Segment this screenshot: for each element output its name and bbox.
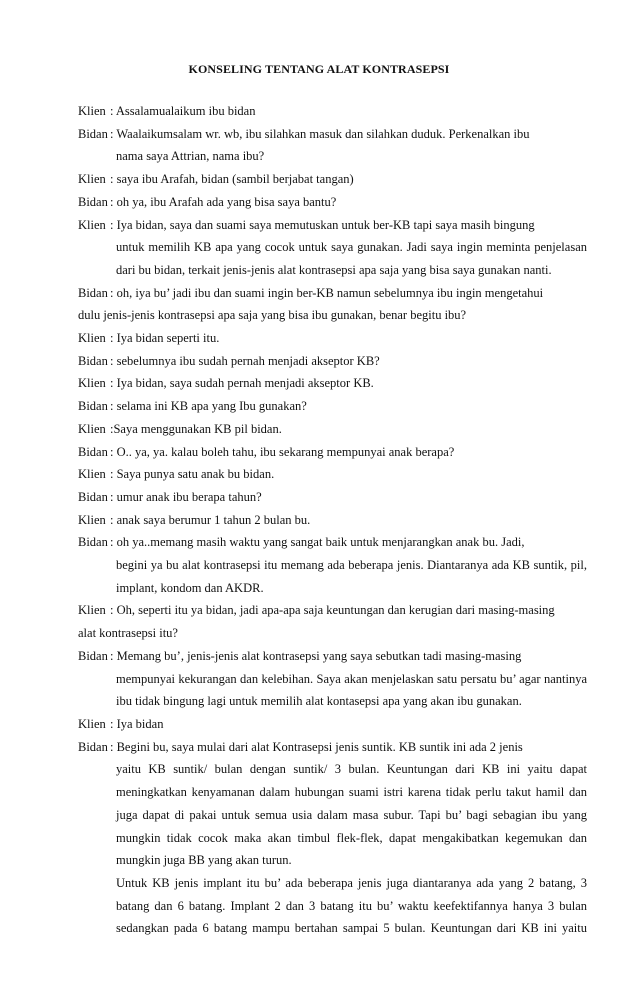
speaker-label: Bidan	[78, 739, 108, 754]
dialog-turn	[78, 441, 587, 464]
speaker-label: Bidan	[78, 399, 108, 414]
utterance-text: Untuk KB jenis implant itu bu’ ada beberapa jenis juga diantaranya ada yang 2 batang, 3 batang dan 6 batang. Implant 2 dan 3 batang itu bu’ waktu keefektifannya hanya 3 bulan sedangkan pada 6 batang mampu bertahan sampai 5 bulan. Keuntungan dari KB ini yaitu	[116, 875, 587, 936]
utterance-text: : oh ya, ibu Arafah ada yang bisa saya bantu?	[110, 194, 337, 209]
speaker-label: Bidan	[78, 285, 108, 300]
dialog-turn	[78, 123, 587, 168]
dialog-turn	[78, 100, 587, 123]
utterance-text: : Iya bidan, saya sudah pernah menjadi akseptor KB.	[110, 376, 374, 391]
dialog-turn	[78, 418, 587, 441]
utterance-text: begini ya bu alat kontrasepsi itu memang ada beberapa jenis. Diantaranya ada KB suntik, pil, implant, kondom dan AKDR.	[116, 558, 587, 595]
utterance-text: : selama ini KB apa yang Ibu gunakan?	[110, 399, 307, 414]
utterance-text: yaitu KB suntik/ bulan dengan suntik/ 3 bulan. Keuntungan dari KB ini yaitu dapat meningkatkan kenyamanan dalam hubungan suami istri karena tidak perlu takut hamil dan juga dapat di pakai untuk semua usia dalam masa subur. Tapi bu’ bagi sebagian ibu yang mungkin tidak cocok maka akan timbul flek-flek, dapat mengakibatkan kegemukan dan mungkin juga BB yang akan turun.	[116, 762, 587, 868]
utterance-text: : Assalamualaikum ibu bidan	[110, 104, 256, 118]
utterance-text: : saya ibu Arafah, bidan (sambil berjabat tangan)	[110, 172, 354, 187]
utterance-text: alat kontrasepsi itu?	[78, 626, 178, 641]
dialog-turn	[78, 282, 587, 327]
speaker-label: Klien	[78, 716, 106, 731]
utterance-text: : anak saya berumur 1 tahun 2 bulan bu.	[110, 512, 311, 527]
utterance-text: dulu jenis-jenis kontrasepsi apa saja yang bisa ibu gunakan, benar begitu ibu?	[78, 308, 467, 323]
dialog-turn	[78, 599, 587, 644]
dialog-turn	[78, 395, 587, 418]
speaker-label: Klien	[78, 331, 106, 346]
speaker-label: Klien	[78, 376, 106, 391]
dialog-turn	[78, 372, 587, 395]
dialog-turn	[78, 191, 587, 214]
speaker-label: Klien	[78, 104, 106, 118]
speaker-label: Klien	[78, 421, 106, 436]
utterance-text: : oh ya..memang masih waktu yang sangat baik untuk menjarangkan anak bu. Jadi,	[110, 535, 525, 550]
dialog-turn	[78, 645, 587, 713]
dialog-turn	[78, 486, 587, 509]
utterance-text: : Begini bu, saya mulai dari alat Kontrasepsi jenis suntik. KB suntik ini ada 2 jenis	[110, 739, 523, 754]
dialog-turn	[78, 713, 587, 736]
utterance-text: : Oh, seperti itu ya bidan, jadi apa-apa saja keuntungan dan kerugian dari masing-masing	[110, 603, 555, 618]
dialog-transcript	[78, 100, 587, 940]
dialog-turn	[78, 214, 587, 282]
utterance-text: untuk memilih KB apa yang cocok untuk saya gunakan. Jadi saya ingin meminta penjelasan dari bu bidan, terkait jenis-jenis alat kontrasepsi apa saja yang bisa saya gunakan nanti.	[116, 240, 587, 277]
speaker-label: Klien	[78, 512, 106, 527]
dialog-turn	[78, 168, 587, 191]
utterance-text: : Iya bidan	[110, 716, 164, 731]
speaker-label: Bidan	[78, 648, 108, 663]
dialog-turn	[78, 327, 587, 350]
utterance-text: : sebelumnya ibu sudah pernah menjadi akseptor KB?	[110, 353, 380, 368]
utterance-text: : umur anak ibu berapa tahun?	[110, 489, 262, 504]
speaker-label: Klien	[78, 603, 106, 618]
utterance-text: : oh, iya bu’ jadi ibu dan suami ingin ber-KB namun sebelumnya ibu ingin mengetahui	[110, 285, 544, 300]
document-title: KONSELING TENTANG ALAT KONTRASEPSI	[188, 62, 450, 76]
utterance-text: : O.. ya, ya. kalau boleh tahu, ibu sekarang mempunyai anak berapa?	[110, 444, 455, 459]
speaker-label: Bidan	[78, 194, 108, 209]
speaker-label: Bidan	[78, 535, 108, 550]
speaker-label: Klien	[78, 467, 106, 482]
dialog-turn	[78, 531, 587, 599]
speaker-label: Bidan	[78, 126, 108, 141]
dialog-turn	[78, 350, 587, 373]
dialog-turn	[78, 509, 587, 532]
utterance-text: :Saya menggunakan KB pil bidan.	[110, 421, 282, 436]
speaker-label: Bidan	[78, 353, 108, 368]
speaker-label: Klien	[78, 172, 106, 187]
utterance-text: : Iya bidan seperti itu.	[110, 331, 220, 346]
utterance-text: mempunyai kekurangan dan kelebihan. Saya akan menjelaskan satu persatu bu’ agar nantinya ibu tidak bingung lagi untuk memilih alat kontasepsi apa yang akan ibu gunakan.	[116, 671, 587, 709]
utterance-text: nama saya Attrian, nama ibu?	[116, 149, 265, 164]
speaker-label: Bidan	[78, 489, 108, 504]
utterance-text: : Waalaikumsalam wr. wb, ibu silahkan masuk dan silahkan duduk. Perkenalkan ibu	[110, 126, 530, 141]
speaker-label: Bidan	[78, 444, 108, 459]
utterance-text: : Iya bidan, saya dan suami saya memutuskan untuk ber-KB tapi saya masih bingung	[110, 217, 535, 232]
utterance-text: : Memang bu’, jenis-jenis alat kontrasepsi yang saya sebutkan tadi masing-masing	[110, 648, 522, 663]
dialog-turn	[78, 463, 587, 486]
utterance-text: : Saya punya satu anak bu bidan.	[110, 467, 275, 482]
speaker-label: Klien	[78, 217, 106, 232]
dialog-turn	[78, 736, 587, 940]
